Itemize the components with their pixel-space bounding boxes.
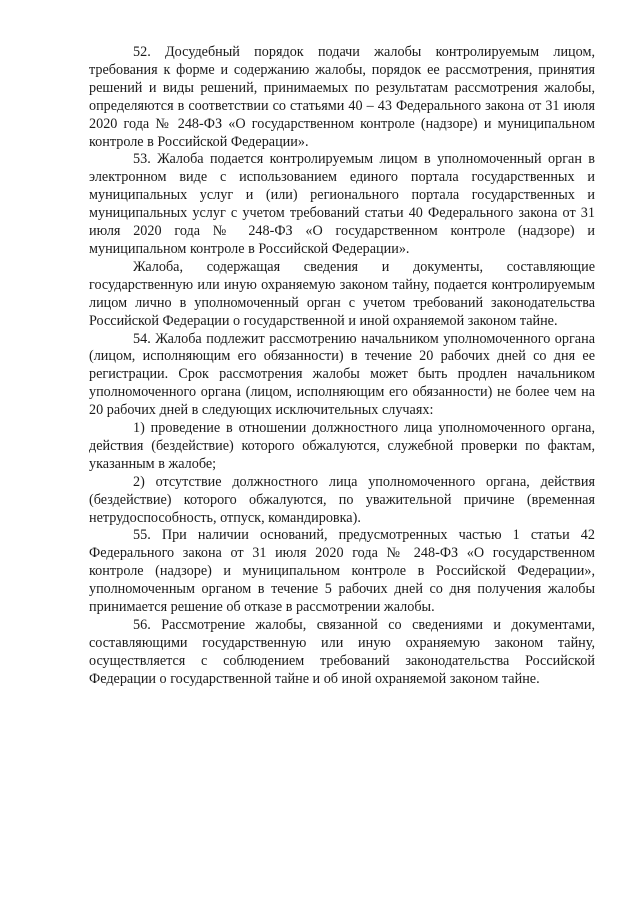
paragraph-53: 53. Жалоба подается контролируемым лицом в уполномоченный орган в электронном виде с использованием единого портала государственных и муниципальных услуг и (или) регионального портала государственных и муниципальных услуг с учетом требований статьи 40 Федерального закона от 31 июля 2020 года № 248-ФЗ «О государственном контроле (надзоре) и муниципальном контроле в Российской Федерации». bbox=[89, 151, 595, 257]
paragraph-52: 52. Досудебный порядок подачи жалобы контролируемым лицом, требования к форме и содержанию жалобы, порядок ее рассмотрения, принятия решений и виды решений, принимаемых по результатам рассмотрения жалобы, определяются в соответствии со статьями 40 – 43 Федерального закона от 31 июля 2020 года № 248-ФЗ «О государственном контроле (надзоре) и муниципальном контроле в Российской Федерации». bbox=[89, 44, 595, 150]
paragraph-54-item-2: 2) отсутствие должностного лица уполномоченного органа, действия (бездействие) которого обжалуются, по уважительной причине (временная нетрудоспособность, отпуск, командировка). bbox=[89, 473, 595, 526]
document-body bbox=[89, 44, 595, 689]
paragraph-54-item-1: 1) проведение в отношении должностного лица уполномоченного органа, действия (бездействие) которого обжалуются, служебной проверки по фактам, указанным в жалобе; bbox=[89, 420, 595, 472]
paragraph-53-secret: Жалоба, содержащая сведения и документы, составляющие государственную или иную охраняемую законом тайну, подается контролируемым лицом лично в уполномоченный орган с учетом требований законодательства Российской Федерации о государственной и иной охраняемой законом тайне. bbox=[89, 258, 595, 329]
paragraph-56: 56. Рассмотрение жалобы, связанной со сведениями и документами, составляющими государственную или иную охраняемую законом тайну, осуществляется с соблюдением требований законодательства Российской Федерации о государственной тайне и об иной охраняемой законом тайне. bbox=[89, 617, 595, 687]
paragraph-55: 55. При наличии оснований, предусмотренных частью 1 статьи 42 Федерального закона от 31 июля 2020 года № 248-ФЗ «О государственном контроле (надзоре) и муниципальном контроле в Российской Федерации», уполномоченным органом в течение 5 рабочих дней со дня получения жалобы принимается решение об отказе в рассмотрении жалобы. bbox=[89, 527, 595, 616]
paragraph-54: 54. Жалоба подлежит рассмотрению начальником уполномоченного органа (лицом, исполняющим его обязанности) в течение 20 рабочих дней со дня ее регистрации. Срок рассмотрения жалобы может быть продлен начальником уполномоченного органа (лицом, исполняющим его обязанности) не более чем на 20 рабочих дней в следующих исключительных случаях: bbox=[89, 330, 595, 419]
